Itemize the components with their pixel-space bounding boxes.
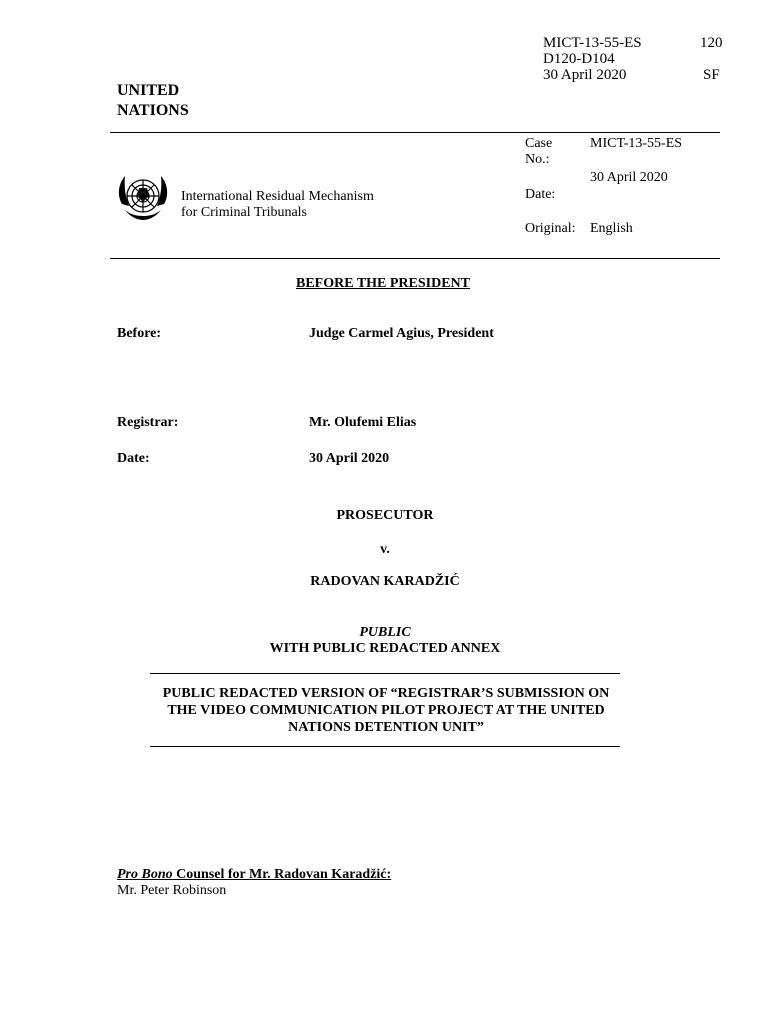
registrar-label: Registrar: bbox=[117, 415, 179, 430]
un-title-line2: NATIONS bbox=[117, 102, 189, 119]
title-bottom-rule bbox=[150, 746, 620, 747]
mechanism-name-line2: for Criminal Tribunals bbox=[181, 205, 308, 220]
document-title-line2: THE VIDEO COMMUNICATION PILOT PROJECT AT THE UNITED bbox=[167, 703, 605, 718]
case-date-value: 30 April 2020 bbox=[590, 170, 668, 185]
mechanism-name-line1: International Residual Mechanism bbox=[181, 189, 374, 204]
before-value: Judge Carmel Agius, President bbox=[309, 326, 494, 341]
counsel-heading-italic: Pro Bono bbox=[117, 867, 173, 882]
case-date-label: Date: bbox=[525, 187, 556, 202]
classification-sub: WITH PUBLIC REDACTED ANNEX bbox=[269, 641, 501, 656]
top-rule bbox=[110, 132, 720, 133]
before-the-president-heading: BEFORE THE PRESIDENT bbox=[296, 276, 471, 291]
un-emblem-icon bbox=[113, 166, 173, 226]
case-number-value: MICT-13-55-ES bbox=[590, 136, 683, 151]
mechanism-name bbox=[181, 189, 374, 221]
counsel-name: Mr. Peter Robinson bbox=[117, 883, 227, 898]
un-title-line1: UNITED bbox=[117, 82, 180, 99]
original-language-value: English bbox=[590, 221, 633, 236]
title-top-rule bbox=[150, 673, 620, 674]
counsel-heading bbox=[117, 867, 391, 883]
header-bottom-rule bbox=[110, 258, 720, 259]
before-label: Before: bbox=[117, 326, 162, 341]
original-language-label: Original: bbox=[525, 221, 576, 236]
case-number-label-line2: No.: bbox=[525, 152, 550, 167]
document-title bbox=[150, 685, 622, 736]
case-number-label bbox=[525, 136, 585, 168]
header-page-code: SF bbox=[703, 67, 720, 83]
classification: PUBLIC bbox=[359, 625, 411, 640]
date-label: Date: bbox=[117, 451, 150, 466]
document-title-line3: NATIONS DETENTION UNIT” bbox=[288, 720, 484, 735]
registrar-value: Mr. Olufemi Elias bbox=[309, 415, 417, 430]
party-prosecutor: PROSECUTOR bbox=[336, 508, 434, 523]
party-accused: RADOVAN KARADŽIĆ bbox=[310, 574, 460, 589]
counsel-heading-rest: Counsel for Mr. Radovan Karadžić: bbox=[172, 867, 392, 882]
un-title bbox=[117, 81, 189, 121]
document-title-line1: PUBLIC REDACTED VERSION OF “REGISTRAR’S SUBMISSION ON bbox=[162, 686, 610, 701]
header-case-ref: MICT-13-55-ES bbox=[543, 35, 642, 51]
header-page-number: 120 bbox=[700, 35, 723, 51]
party-versus: v. bbox=[380, 542, 390, 557]
case-number-label-line1: Case bbox=[525, 136, 553, 151]
header-page-range: D120-D104 bbox=[543, 51, 615, 67]
header-date: 30 April 2020 bbox=[543, 67, 627, 83]
date-value: 30 April 2020 bbox=[309, 451, 390, 466]
